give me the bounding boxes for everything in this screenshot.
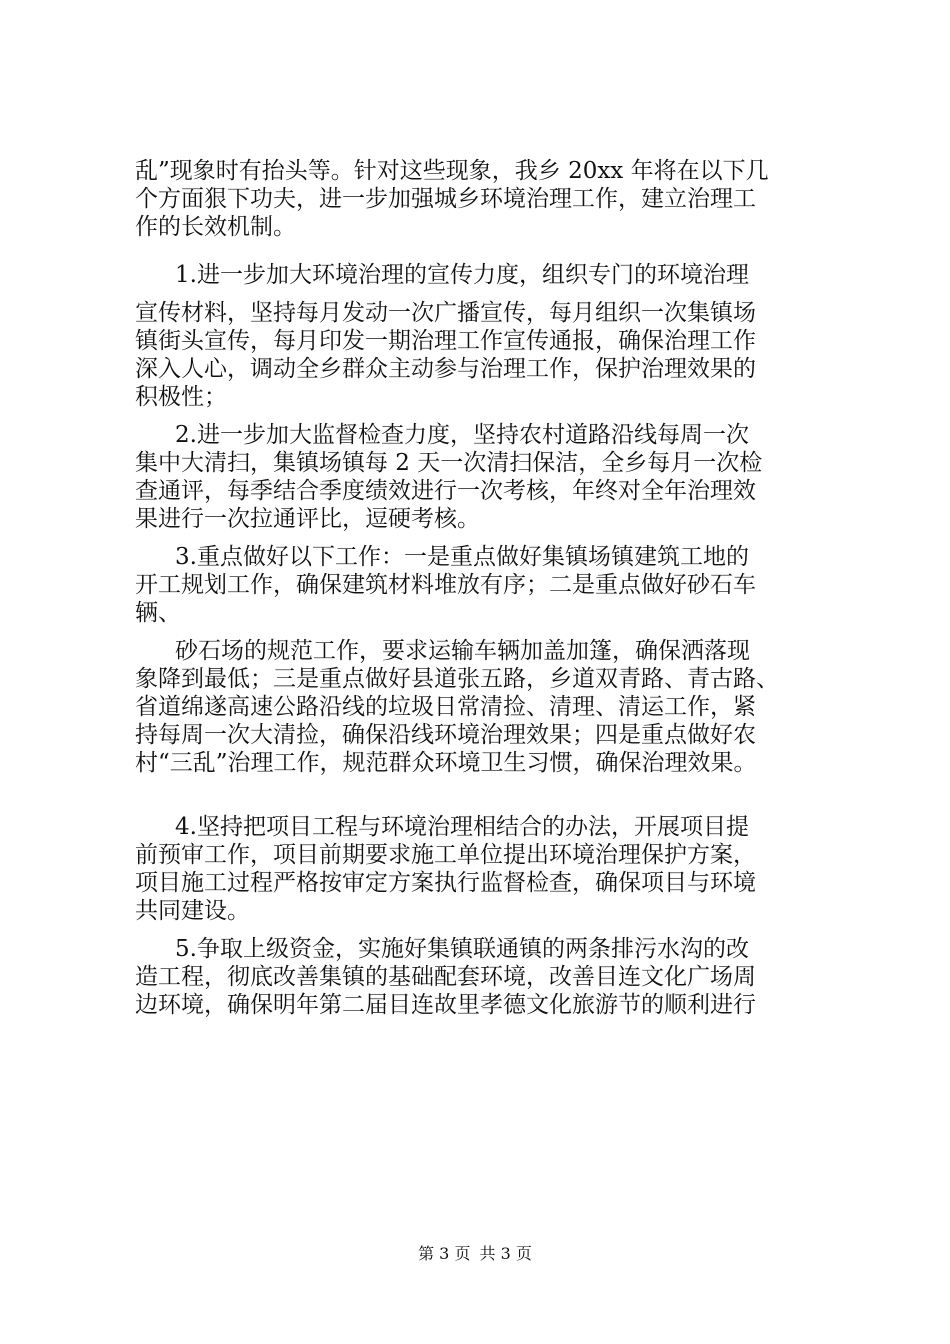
text-line: 边环境，确保明年第二届目连故里孝德文化旅游节的顺利进行 bbox=[135, 992, 756, 1018]
text-line: 省道绵遂高速公路沿线的垃圾日常清捡、清理、清运工作，紧 bbox=[135, 694, 756, 720]
page-footer bbox=[0, 1244, 950, 1264]
text-line: 作的长效机制。 bbox=[135, 214, 296, 240]
text-line: 共同建设。 bbox=[135, 898, 250, 924]
text-line: 果进行一次拉通评比，逗硬考核。 bbox=[135, 506, 480, 532]
text-line: 集中大清扫，集镇场镇每 2 天一次清扫保洁，全乡每月一次检 bbox=[135, 450, 763, 476]
page-total: 共 3 页 bbox=[479, 1244, 532, 1263]
text-line: 砂石场的规范工作，要求运输车辆加盖加篷，确保洒落现 bbox=[175, 638, 750, 664]
text-line: 5.争取上级资金，实施好集镇联通镇的两条排污水沟的改 bbox=[175, 936, 749, 962]
text-line: 2.进一步加大监督检查力度，坚持农村道路沿线每周一次 bbox=[175, 422, 749, 448]
text-line: 个方面狠下功夫，进一步加强城乡环境治理工作，建立治理工 bbox=[135, 186, 756, 212]
text-line: 乱”现象时有抬头等。针对这些现象，我乡 20xx 年将在以下几 bbox=[135, 158, 769, 184]
text-line: 1.进一步加大环境治理的宣传力度，组织专门的环境治理 bbox=[175, 262, 749, 288]
text-line: 积极性； bbox=[135, 384, 227, 410]
text-line: 开工规划工作，确保建筑材料堆放有序；二是重点做好砂石车 bbox=[135, 572, 756, 598]
text-line: 查通评，每季结合季度绩效进行一次考核，年终对全年治理效 bbox=[135, 478, 756, 504]
page-number: 第 3 页 bbox=[418, 1244, 471, 1263]
text-line: 宣传材料，坚持每月发动一次广播宣传，每月组织一次集镇场 bbox=[135, 300, 756, 326]
text-line: 3.重点做好以下工作：一是重点做好集镇场镇建筑工地的 bbox=[175, 544, 749, 570]
text-line: 辆、 bbox=[135, 600, 181, 626]
text-line: 造工程，彻底改善集镇的基础配套环境，改善目连文化广场周 bbox=[135, 964, 756, 990]
text-line: 村“三乱”治理工作，规范群众环境卫生习惯，确保治理效果。 bbox=[135, 750, 757, 776]
text-line: 前预审工作，项目前期要求施工单位提出环境治理保护方案， bbox=[135, 842, 756, 868]
text-line: 持每周一次大清捡，确保沿线环境治理效果；四是重点做好农 bbox=[135, 722, 756, 748]
text-line: 深入人心，调动全乡群众主动参与治理工作，保护治理效果的 bbox=[135, 356, 756, 382]
text-line: 项目施工过程严格按审定方案执行监督检查，确保项目与环境 bbox=[135, 870, 756, 896]
text-line: 镇街头宣传，每月印发一期治理工作宣传通报，确保治理工作 bbox=[135, 328, 756, 354]
text-line: 象降到最低；三是重点做好县道张五路，乡道双青路、青古路、 bbox=[135, 666, 779, 692]
text-line: 4.坚持把项目工程与环境治理相结合的办法，开展项目提 bbox=[175, 814, 749, 840]
